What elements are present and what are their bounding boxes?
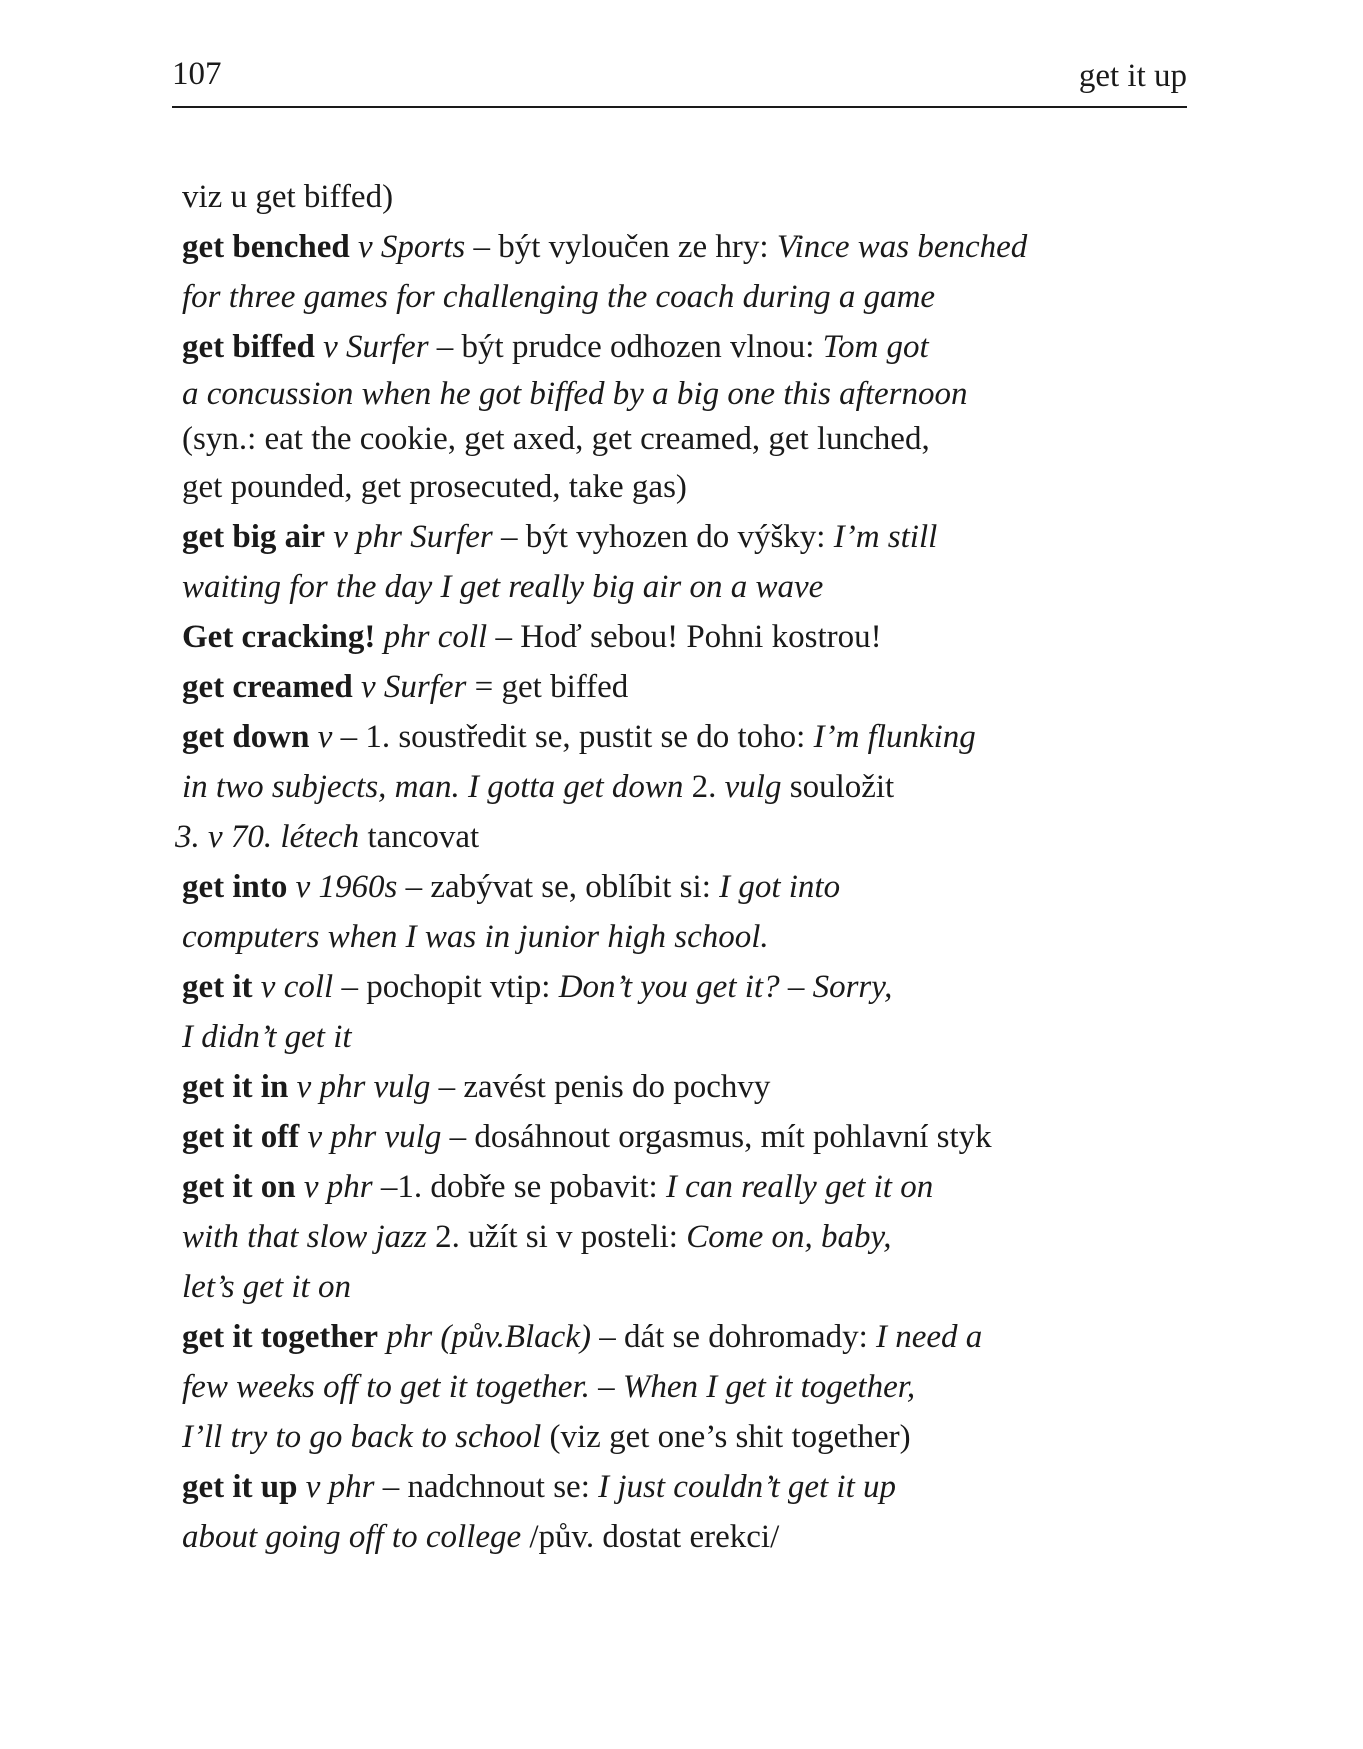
text-span: – být vyhozen do výšky:	[492, 519, 834, 555]
text-line	[182, 762, 1192, 812]
italic-text: v Surfer	[360, 669, 467, 705]
text-span: viz u get biffed)	[182, 179, 394, 215]
text-span: – 1. soustředit se, pustit se do toho:	[332, 719, 814, 755]
italic-text: few weeks off to get it together. – When I get it together,	[182, 1369, 916, 1405]
text-line	[182, 272, 1192, 322]
italic-text: 3. v 70. létech	[175, 819, 360, 855]
headword: get it together	[182, 1319, 379, 1355]
italic-text: in two subjects, man. I gotta get down	[182, 769, 684, 805]
italic-text: v coll	[260, 969, 334, 1005]
italic-text: phr coll	[383, 619, 488, 655]
italic-text: I’ll try to go back to school	[182, 1419, 542, 1455]
text-span: – nadchnout se:	[374, 1469, 599, 1505]
headword: get it	[182, 969, 253, 1005]
text-span	[287, 869, 295, 905]
running-head: get it up	[1078, 58, 1187, 94]
text-line	[182, 1012, 1192, 1062]
italic-text: v 1960s	[295, 869, 398, 905]
headword: get creamed	[182, 669, 353, 705]
text-span: (syn.: eat the cookie, get axed, get creamed, get lunched,	[182, 421, 930, 457]
headword: get it off	[182, 1119, 300, 1155]
italic-text: Vince was benched	[776, 229, 1028, 265]
text-line	[182, 1412, 1192, 1462]
text-line	[182, 1512, 1192, 1562]
text-line	[182, 1162, 1192, 1212]
italic-text: phr (pův.Black)	[386, 1319, 591, 1355]
italic-text: v	[317, 719, 333, 755]
text-line	[182, 1112, 1192, 1162]
text-line	[182, 962, 1192, 1012]
text-span: – zavést penis do pochvy	[430, 1069, 771, 1105]
italic-text: v phr	[305, 1469, 375, 1505]
text-line	[182, 1262, 1192, 1312]
italic-text: Come on, baby,	[686, 1219, 892, 1255]
italic-text: waiting for the day I get really big air on a wave	[182, 569, 824, 605]
headword: get it in	[182, 1069, 289, 1105]
text-line	[182, 912, 1192, 962]
text-line	[182, 172, 1192, 222]
italic-text: v phr vulg	[296, 1069, 431, 1105]
text-line	[182, 662, 1192, 712]
text-line	[182, 372, 1192, 417]
italic-text: I’m flunking	[813, 719, 976, 755]
text-span: tancovat	[359, 819, 480, 855]
text-line	[182, 712, 1192, 762]
text-line	[182, 512, 1192, 562]
headword: get down	[182, 719, 310, 755]
italic-text: I’m still	[833, 519, 938, 555]
headword: get it up	[182, 1469, 298, 1505]
text-line	[182, 417, 1192, 462]
text-span: – být prudce odhozen vlnou:	[428, 329, 823, 365]
text-line	[182, 222, 1192, 272]
text-span: – dát se dohromady:	[590, 1319, 876, 1355]
headword: get into	[182, 869, 288, 905]
text-span: 2. užít si v posteli:	[426, 1219, 687, 1255]
text-span	[299, 1119, 307, 1155]
text-span: – pochopit vtip:	[333, 969, 559, 1005]
italic-text: for three games for challenging the coach during a game	[182, 279, 936, 315]
italic-text: I got into	[719, 869, 841, 905]
text-span: = get biffed	[466, 669, 629, 705]
text-span	[353, 669, 361, 705]
italic-text: v phr	[303, 1169, 373, 1205]
text-line	[175, 812, 1192, 862]
text-line	[182, 1462, 1192, 1512]
headword: get benched	[182, 229, 350, 265]
page-header	[172, 52, 1187, 108]
text-line	[182, 862, 1192, 912]
text-span: – být vyloučen ze hry:	[465, 229, 777, 265]
headword: get it on	[182, 1169, 296, 1205]
headword: get biffed	[182, 329, 315, 365]
text-line	[182, 1212, 1192, 1262]
text-span	[325, 519, 333, 555]
italic-text: let’s get it on	[182, 1269, 351, 1305]
italic-text: v Surfer	[323, 329, 429, 365]
text-span	[375, 619, 383, 655]
text-span	[296, 1169, 304, 1205]
headword: get big air	[182, 519, 325, 555]
italic-text: v phr Surfer	[333, 519, 493, 555]
text-span: souložit	[781, 769, 895, 805]
text-line	[182, 1312, 1192, 1362]
dictionary-entries	[175, 172, 1192, 1562]
text-line	[182, 1062, 1192, 1112]
text-line	[182, 1362, 1192, 1412]
text-span: 2.	[683, 769, 725, 805]
italic-text: I didn’t get it	[182, 1019, 352, 1055]
italic-text: with that slow jazz	[182, 1219, 427, 1255]
text-line	[182, 562, 1192, 612]
text-span: –1. dobře se pobavit:	[372, 1169, 666, 1205]
text-span: get pounded, get prosecuted, take gas)	[182, 469, 687, 505]
italic-text: vulg	[724, 769, 782, 805]
italic-text: Don’t you get it? – Sorry,	[558, 969, 893, 1005]
text-line	[182, 462, 1192, 512]
headword: Get cracking!	[182, 619, 376, 655]
italic-text: v Sports	[358, 229, 466, 265]
text-span	[315, 329, 323, 365]
page-number: 107	[172, 56, 222, 92]
text-span: (viz get one’s shit together)	[541, 1419, 911, 1455]
italic-text: a concussion when he got biffed by a big one this afternoon	[182, 376, 968, 412]
text-span	[298, 1469, 306, 1505]
text-span: – zabývat se, oblíbit si:	[397, 869, 720, 905]
italic-text: I just couldn’t get it up	[598, 1469, 897, 1505]
italic-text: Tom got	[822, 329, 929, 365]
italic-text: computers when I was in junior high school.	[182, 919, 769, 955]
text-span	[253, 969, 261, 1005]
text-span: – dosáhnout orgasmus, mít pohlavní styk	[441, 1119, 992, 1155]
italic-text: I can really get it on	[665, 1169, 934, 1205]
italic-text: about going off to college	[182, 1519, 522, 1555]
text-span	[288, 1069, 296, 1105]
text-line	[182, 612, 1192, 662]
text-span	[309, 719, 317, 755]
text-span: – Hoď sebou! Pohni kostrou!	[487, 619, 882, 655]
text-span	[350, 229, 358, 265]
italic-text: I need a	[876, 1319, 983, 1355]
text-span: /pův. dostat erekci/	[521, 1519, 780, 1555]
text-line	[182, 322, 1192, 372]
italic-text: v phr vulg	[307, 1119, 442, 1155]
